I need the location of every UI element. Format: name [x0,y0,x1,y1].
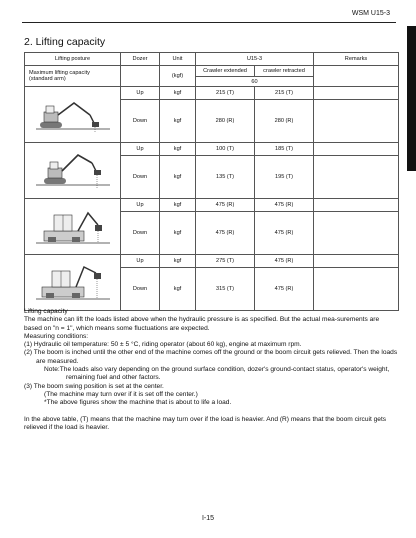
header-remarks: Remarks [314,53,399,66]
table-row [25,87,399,100]
manual-header: WSM U15-3 [351,10,390,17]
condition-note: Note:The loads also vary depending on the ground surface condition, dozer's ground-contact status, operator's weight, remaining fuel and other factors. [44,366,390,382]
cell-extended: 215 (T) [196,87,255,100]
cell-extended: 275 (T) [196,255,255,268]
header-rule [22,22,396,23]
cell-extended: 475 (R) [196,199,255,212]
excavator-reach-low-icon [34,93,112,137]
capacity-remarks [314,66,399,87]
cell-extended: 280 (R) [196,100,255,143]
capacity-span: 60 [196,77,314,87]
notes-conditions-heading: Measuring conditions: [24,332,89,340]
header-model: U15-3 [196,53,314,66]
cell-retracted: 195 (T) [255,156,314,199]
table-row [25,143,399,156]
cell-remarks [314,143,399,156]
notes-heading: Lifting capacity [24,308,68,315]
condition-1: (1) Hydraulic oil temperature: 50 ± 5 °C, riding operator (about 60 kg), engine at maximum rpm. [24,341,302,349]
cell-retracted: 475 (R) [255,199,314,212]
cell-unit: kgf [160,199,196,212]
section-tab [407,26,416,171]
cell-unit: kgf [160,87,196,100]
cell-unit: kgf [160,156,196,199]
notes-intro: The machine can lift the loads listed above when the hydraulic pressure is as specified. But the actual mea-surements are based on "n = 1", which means some fluctuations are expected. [24,316,380,332]
cell-unit: kgf [160,255,196,268]
posture-illustration-1 [25,87,121,143]
notes-footer: In the above table, (T) means that the machine may turn over if the load is heavier. And (R) means that the boom circuit gets relieved if the load is heavier. [24,415,387,432]
header-dozer: Dozer [121,53,160,66]
cell-extended: 135 (T) [196,156,255,199]
excavator-side-lift-icon [34,261,112,305]
posture-illustration-4 [25,255,121,311]
cell-remarks [314,212,399,255]
lifting-capacity-table [24,52,399,311]
cell-unit: kgf [160,212,196,255]
cell-dozer: Down [121,268,160,311]
cell-unit: kgf [160,143,196,156]
table-row [25,255,399,268]
capacity-col-retracted: crawler retracted [255,66,314,77]
header-posture: Lifting posture [25,53,121,66]
posture-illustration-2 [25,143,121,199]
cell-dozer: Up [121,143,160,156]
cell-unit: kgf [160,100,196,143]
cell-dozer: Down [121,212,160,255]
cell-extended: 315 (T) [196,268,255,311]
posture-illustration-3 [25,199,121,255]
cell-remarks [314,268,399,311]
cell-dozer: Up [121,255,160,268]
section-title: 2. Lifting capacity [24,36,106,48]
cell-extended: 475 (R) [196,212,255,255]
cell-extended: 100 (T) [196,143,255,156]
capacity-col-extended: Crawler extended [196,66,255,77]
excavator-reach-high-icon [34,149,112,193]
cell-remarks [314,199,399,212]
table-row [25,199,399,212]
lifting-capacity-notes [24,308,398,432]
cell-retracted: 475 (R) [255,255,314,268]
cell-dozer: Up [121,199,160,212]
cell-remarks [314,156,399,199]
capacity-label: Maximum lifting capacity (standard arm) [25,66,121,87]
condition-3-detail: (The machine may turn over if it is set off the center.) [44,390,198,398]
header-unit: Unit [160,53,196,66]
cell-retracted: 475 (R) [255,268,314,311]
cell-unit: kgf [160,268,196,311]
cell-retracted: 215 (T) [255,87,314,100]
cell-dozer: Down [121,156,160,199]
cell-dozer: Down [121,100,160,143]
capacity-dozer [121,66,160,87]
cell-remarks [314,100,399,143]
page-number: I-15 [201,515,215,522]
cell-retracted: 475 (R) [255,212,314,255]
condition-3-figure-note: *The above figures show the machine that is about to life a load. [44,399,232,407]
table-header-row [25,53,399,66]
condition-3: (3) The boom swing position is set at the center. [24,382,164,390]
cell-retracted: 280 (R) [255,100,314,143]
capacity-row [25,66,399,77]
condition-2: (2) The boom is inched until the other end of the machine comes off the ground or the boom circuit gets relieved. Then the loads are measured. [24,349,398,365]
cell-dozer: Up [121,87,160,100]
cell-retracted: 185 (T) [255,143,314,156]
cell-remarks [314,255,399,268]
cell-remarks [314,87,399,100]
excavator-front-view-icon [34,205,112,249]
capacity-unit: (kgf) [160,66,196,87]
